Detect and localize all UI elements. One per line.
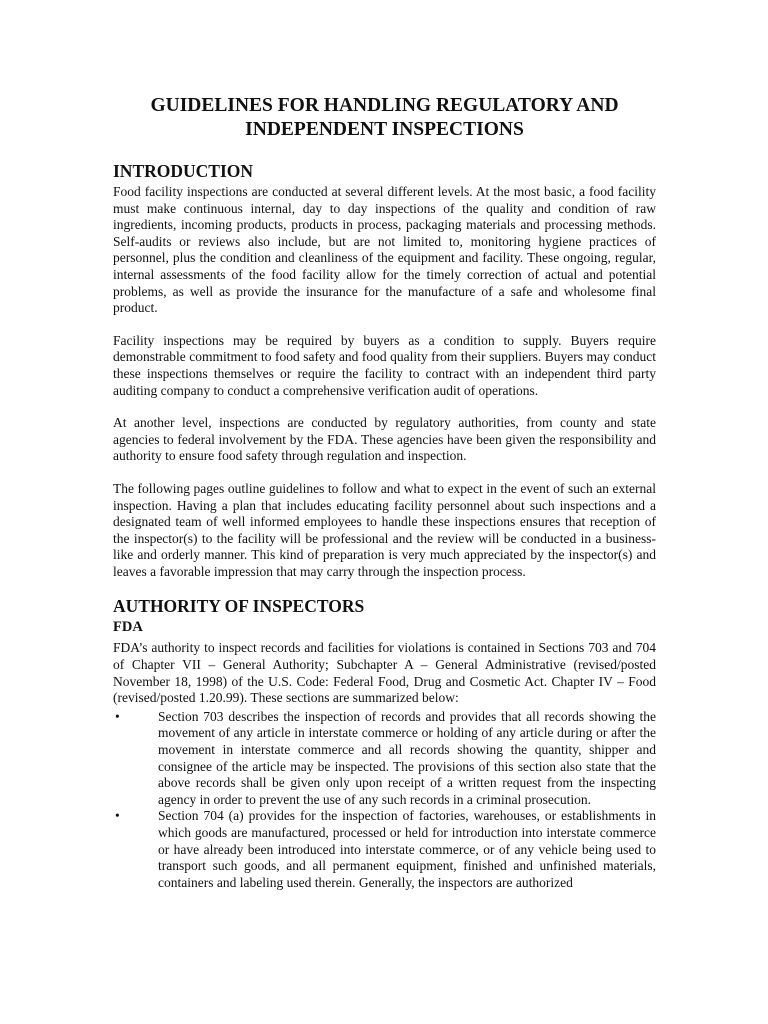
list-item bbox=[113, 709, 656, 809]
bullet-icon: • bbox=[115, 808, 120, 824]
section-summary-list bbox=[113, 709, 656, 892]
authority-paragraph: FDA’s authority to inspect records and facilities for violations is contained in Sections 703 and 704 of Chapter VII – General Authority; Subchapter A – General Administrative (revised/posted November 18, 1998) of the U.S. Code: Federal Food, Drug and Cosmetic Act. Chapter IV – Food (revised/posted 1.20.99). These sections are summarized below: bbox=[113, 640, 656, 706]
list-item-text: Section 704 (a) provides for the inspection of factories, warehouses, or establishments in which goods are manufactured, processed or held for introduction into interstate commerce or have already been introduced into interstate commerce, or of any vehicle being used to transport such goods, and all permanent equipment, finished and unfinished materials, containers and labeling used therein. Generally, the inspectors are authorized bbox=[158, 808, 656, 890]
bullet-icon: • bbox=[115, 708, 120, 724]
authority-section bbox=[113, 596, 656, 891]
intro-paragraph-1: Food facility inspections are conducted at several different levels. At the most basic, a food facility must make continuous internal, day to day inspections of the quality and condition of raw ingredients, incoming products, products in process, packaging materials and processing methods. Self-audits or reviews also include, but are not limited to, monitoring hygiene practices of personnel, plus the condition and cleanliness of the equipment and facility. These ongoing, regular, internal assessments of the food facility allow for the timely correction of actual and potential problems, as well as provide the insurance for the manufacture of a safe and wholesome final product. bbox=[113, 184, 656, 316]
list-item-text: Section 703 describes the inspection of records and provides that all records showing the movement of any article in interstate commerce or holding of any article during or after the movement in interstate commerce and all records showing the quantity, shipper and consignee of the article may be inspected. The provisions of this section also state that the above records shall be given only upon receipt of a written request from the inspecting agency in order to prevent the use of any such records in a criminal prosecution. bbox=[158, 708, 656, 807]
document-page bbox=[113, 94, 656, 891]
introduction-section bbox=[113, 161, 656, 580]
intro-paragraph-3: At another level, inspections are conducted by regulatory authorities, from county and state agencies to federal involvement by the FDA. These agencies have been given the responsibility and authority to ensure food safety through regulation and inspection. bbox=[113, 415, 656, 464]
introduction-heading: INTRODUCTION bbox=[113, 161, 254, 181]
list-item bbox=[113, 808, 656, 891]
document-title-line-2: INDEPENDENT INSPECTIONS bbox=[245, 119, 524, 140]
document-title-line-1: GUIDELINES FOR HANDLING REGULATORY AND bbox=[150, 95, 619, 116]
intro-paragraph-2: Facility inspections may be required by buyers as a condition to supply. Buyers require demonstrable commitment to food safety and food quality from their suppliers. Buyers may conduct these inspections themselves or require the facility to contract with an independent third party auditing company to conduct a comprehensive verification audit of operations. bbox=[113, 332, 656, 398]
fda-subheading: FDA bbox=[113, 619, 143, 636]
intro-paragraph-4: The following pages outline guidelines to follow and what to expect in the event of such an external inspection. Having a plan that includes educating facility personnel about such inspections and a designated team of well informed employees to handle these inspections ensures that reception of the inspector(s) to the facility will be professional and the review will be conducted in a business-like and orderly manner. This kind of preparation is very much appreciated by the inspector(s) and leaves a favorable impression that may carry through the inspection process. bbox=[113, 480, 656, 579]
authority-heading: AUTHORITY OF INSPECTORS bbox=[113, 596, 365, 617]
document-title bbox=[113, 94, 656, 142]
